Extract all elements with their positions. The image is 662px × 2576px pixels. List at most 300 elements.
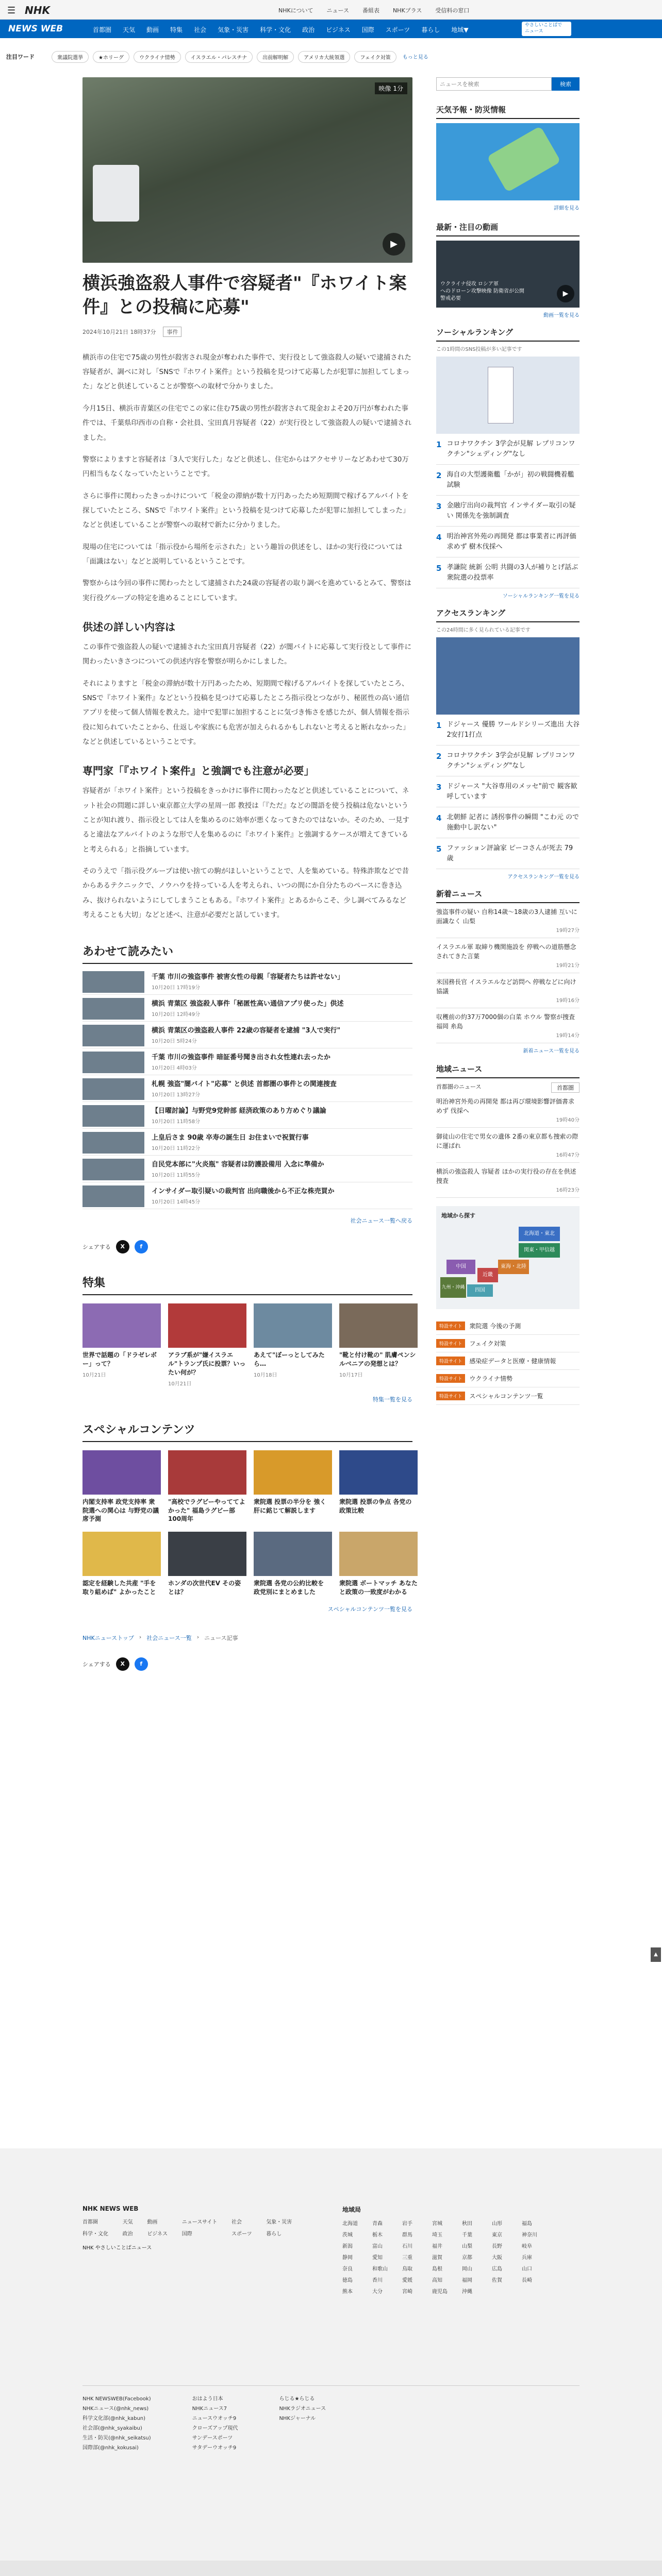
feature-card[interactable] — [168, 1303, 246, 1386]
special-cards — [82, 1450, 418, 1597]
special-card-title: 衆院選 ボートマッチ あなたと政策の一致度がわかる — [339, 1580, 418, 1596]
play-icon[interactable]: ▶ — [383, 233, 405, 256]
feature-card-image — [82, 1303, 161, 1348]
nav-item[interactable]: 天気 — [123, 26, 136, 33]
footer-region-link[interactable]: 愛媛 — [402, 2278, 412, 2283]
footer-categories — [82, 2217, 299, 2237]
nav-item[interactable]: 国際 — [361, 26, 374, 33]
feature-card-image — [254, 1303, 332, 1348]
breadcrumb: NHKニューストップ › 社会ニュース一覧 › ニュース記事 — [82, 1633, 238, 1641]
footer-region-link[interactable]: 岐阜 — [522, 2244, 532, 2249]
footer-region-link[interactable]: 大阪 — [492, 2255, 502, 2261]
footer-link[interactable]: 科学・文化 — [82, 2231, 108, 2237]
tag-chip[interactable]: 衆議院選挙 — [52, 51, 89, 63]
article-body — [82, 350, 412, 923]
footer-link[interactable]: 暮らし — [266, 2231, 282, 2237]
special-title: スペシャルコンテンツ — [82, 1421, 412, 1442]
related-item[interactable] — [82, 968, 412, 995]
footer-link[interactable]: 首都圏 — [82, 2219, 98, 2225]
related-list — [82, 968, 412, 1209]
nav-item[interactable]: スポーツ — [385, 26, 410, 33]
footer-region-link[interactable]: 北海道 — [342, 2221, 358, 2227]
footer-region-link[interactable]: 長崎 — [522, 2278, 532, 2283]
footer-sns-link[interactable]: 社会部(@nhk_syakaibu) — [82, 2426, 142, 2431]
ranking-item[interactable] — [436, 776, 580, 807]
ranking-text: ファッション評論家 ピーコさんが死去 79歳 — [446, 844, 573, 862]
ranking-item[interactable] — [436, 745, 580, 776]
share-label: シェアする — [82, 1244, 111, 1251]
local-title: 地域ニュース — [436, 1063, 580, 1078]
feature-card[interactable] — [254, 1303, 332, 1386]
nav-item[interactable]: 社会 — [194, 26, 207, 33]
footer-sns-link[interactable]: 科学文化部(@nhk_kabun) — [82, 2416, 146, 2421]
site-banner-title: 感染症データと医療・健康情報 — [469, 1358, 556, 1365]
feature-card-title: あえて"ぼーっとしてみたら… — [254, 1351, 325, 1368]
footer-region-link[interactable]: 徳島 — [342, 2278, 353, 2283]
feature-card-date: 10月21日 — [168, 1381, 192, 1387]
access-more-link[interactable]: アクセスランキング一覧を見る — [507, 874, 580, 880]
section-heading: 供述の詳しい内容は — [82, 620, 175, 633]
footer-region-link[interactable]: 和歌山 — [372, 2266, 388, 2272]
nhk-logo[interactable]: NHK — [25, 4, 50, 16]
related-thumbnail — [82, 1025, 144, 1046]
nav-item[interactable]: ビジネス — [326, 26, 351, 33]
top-link-news[interactable]: ニュース — [326, 7, 349, 14]
special-card-image — [82, 1532, 161, 1576]
news-web-brand[interactable]: NEWS WEB — [8, 24, 63, 34]
related-item-date: 10月20日 17時19分 — [152, 985, 201, 991]
related-item[interactable] — [82, 1102, 412, 1129]
region-map — [436, 1206, 580, 1309]
news-item[interactable] — [436, 973, 580, 1008]
footer-bottom — [0, 2561, 662, 2576]
footer-region-link[interactable]: 福岡 — [462, 2278, 472, 2283]
related-item-date: 10月20日 5時24分 — [152, 1039, 197, 1045]
footer-region-link[interactable]: 東京 — [492, 2232, 502, 2238]
footer-link[interactable]: ニュースサイト — [181, 2219, 218, 2225]
footer-link[interactable]: スポーツ — [231, 2231, 252, 2237]
tag-chip[interactable]: イスラエル・パレスチナ — [185, 51, 253, 63]
site-banner-title: ウクライナ情勢 — [469, 1375, 513, 1382]
related-item-title: 横浜 青葉区 強盗殺人事件「秘匿性高い通信アプリ使った」供述 — [152, 1000, 344, 1008]
weather-more-link[interactable]: 詳細を見る — [554, 206, 580, 211]
back-to-top-button[interactable]: ▲ — [651, 1947, 661, 1962]
footer-region-link[interactable]: 鹿児島 — [432, 2289, 448, 2295]
breadcrumb-item[interactable]: 社会ニュース一覧 — [146, 1634, 192, 1641]
article-paragraph: この事件で強盗殺人の疑いで逮捕された宝田真月容疑者（22）が闇バイトに応募して実行役として事件に関わったいきさつについての供述内容を警察が明らかにしました。 — [82, 642, 412, 666]
ranking-item[interactable] — [436, 838, 580, 869]
footer-link[interactable]: 政治 — [122, 2231, 133, 2237]
nav-item[interactable]: 気象・災害 — [218, 26, 249, 33]
related-item-title: 自民党本部に"火炎瓶" 容疑者は防護設備用 入念に準備か — [152, 1161, 324, 1169]
related-item[interactable] — [82, 1075, 412, 1102]
local-item[interactable] — [436, 1128, 580, 1163]
related-thumbnail — [82, 1105, 144, 1127]
tag-chip[interactable]: ウクライナ情勢 — [134, 51, 181, 63]
footer-region-title: 地域局 — [342, 2206, 361, 2213]
share-row — [82, 1240, 412, 1253]
top-link-plus[interactable]: NHKプラス — [392, 7, 422, 14]
footer-region-link[interactable]: 宮崎 — [402, 2289, 412, 2295]
special-card[interactable] — [339, 1532, 418, 1597]
tag-chip[interactable]: アメリカ大統領選 — [298, 51, 350, 63]
related-item-date: 10月20日 13時27分 — [152, 1092, 201, 1098]
tag-label: 注目ワード — [6, 54, 35, 60]
footer-link[interactable]: ビジネス — [147, 2231, 168, 2237]
local-item[interactable] — [436, 1093, 580, 1128]
related-item[interactable] — [82, 1156, 412, 1182]
ranking-item[interactable] — [436, 527, 580, 557]
news-item-time: 19時21分 — [556, 963, 580, 969]
search-input[interactable] — [436, 77, 552, 91]
article-paragraph: 横浜市の住宅で75歳の男性が殺害され現金が奪われた事件で、実行役として強盗殺人の疑いで逮捕された容疑者が、調べに対し「SNSで『ホワイト案件』という投稿を見つけて応募したが犯罪に加担してしまった」などと供述していることが警察への取材で分かりました。 — [82, 353, 411, 391]
special-card-image — [168, 1532, 246, 1576]
related-item-title: インサイダー取引疑いの裁判官 出向職後から不正な株売買か — [152, 1188, 335, 1196]
article-paragraph: 現場の住宅については「指示役から場所を示された」という趣旨の供述をし、ほかの実行役については「面識はない」などと説明しているということです。 — [82, 543, 403, 566]
site-banner[interactable] — [436, 1335, 580, 1352]
footer-region-link[interactable]: 岩手 — [402, 2221, 412, 2227]
special-card-image — [339, 1532, 418, 1576]
footer-sns-link[interactable]: NHKニュース(@nhk_news) — [82, 2406, 149, 2412]
special-more-link[interactable]: スペシャルコンテンツ一覧を見る — [327, 1605, 412, 1613]
article-paragraph: さらに事件に関わったきっかけについて「税金の滞納が数十万円あったため短期間で稼げるアルバイトを探していたところ、SNSで『ホワイト案件』という投稿を見つけて応募したが犯罪に加担してしまった」などと供述していることが警察への取材で新たに分かりました。 — [82, 492, 410, 530]
special-card-image — [254, 1450, 332, 1495]
article-paragraph: 容疑者が「ホワイト案件」という投稿をきっかけに事件に関わったなどと供述していることについて、ネット社会の問題に詳しい東京都立大学の星周一郎 教授は「『ただ』などの闇語を使う投稿は危ないということが知れ渡り、指示役としては人を集めるのに効率が悪くなってきたのではないか。そのため、一見すると違法なアルバイトのような形で人を集めるのに『ホワイト案件』と強調するケースが増えてきていると考えられる」と指摘しています。 — [82, 787, 409, 854]
related-item[interactable] — [82, 1182, 412, 1209]
nav-item[interactable]: 動画 — [146, 26, 159, 33]
region-button[interactable]: 近畿 — [477, 1268, 498, 1282]
footer-region-link[interactable]: 福井 — [432, 2244, 442, 2249]
footer-link[interactable]: 気象・災害 — [266, 2219, 292, 2225]
related-item[interactable] — [82, 1129, 412, 1156]
special-card-image — [254, 1532, 332, 1576]
footer-tv-link[interactable]: サタデーウオッチ9 — [192, 2445, 237, 2451]
category-badge[interactable]: 事件 — [163, 327, 181, 337]
search-button[interactable]: 検索 — [552, 77, 580, 91]
rank-number: 4 — [436, 814, 442, 823]
related-item-title: 【日曜討論】与野党9党幹部 経済政策のあり方めぐり議論 — [152, 1107, 326, 1115]
footer — [0, 2148, 662, 2576]
search-box — [436, 77, 580, 91]
special-card-title: "高校でラグビーやっててよかった" 福島ラグビー部 100周年 — [168, 1498, 245, 1523]
ranking-text: 明治神宮外苑の再開発 都は事業者に再評価求めず 樹木伐採へ — [446, 533, 576, 551]
special-card[interactable] — [82, 1450, 161, 1523]
footer-region-link[interactable]: 千葉 — [462, 2232, 472, 2238]
x-share-icon[interactable]: X — [116, 1657, 129, 1671]
related-thumbnail — [82, 1078, 144, 1100]
breadcrumb-item[interactable]: NHKニューストップ — [82, 1634, 134, 1641]
feature-card[interactable] — [82, 1303, 161, 1386]
footer-link[interactable]: 天気 — [122, 2219, 133, 2225]
related-item[interactable] — [82, 1048, 412, 1075]
site-banner[interactable] — [436, 1370, 580, 1387]
region-button[interactable]: 関東・甲信越 — [519, 1243, 560, 1258]
footer-tv-link[interactable]: NHKニュース7 — [192, 2406, 227, 2412]
related-item-date: 10月20日 11時58分 — [152, 1119, 201, 1125]
related-item-date: 10月20日 4時03分 — [152, 1065, 197, 1072]
facebook-share-icon[interactable]: f — [135, 1240, 148, 1253]
special-card-title: 衆院選 投票の半分を 強く肝に銘じて解説します — [254, 1498, 326, 1514]
special-card[interactable] — [254, 1532, 332, 1597]
site-banner[interactable] — [436, 1352, 580, 1370]
ranking-item[interactable] — [436, 807, 580, 838]
social-more-link[interactable]: ソーシャルランキング一覧を見る — [502, 594, 580, 599]
footer-region-link[interactable]: 山形 — [492, 2221, 502, 2227]
local-item-title: 御徒山の住宅で男女の遺体 2番の東京都も捜索の際に運ばれ — [436, 1133, 578, 1149]
nav-item[interactable]: 政治 — [302, 26, 315, 33]
footer-tv-link[interactable]: ニュースウオッチ9 — [192, 2416, 237, 2421]
footer-region-link[interactable]: 新潟 — [342, 2244, 353, 2249]
site-banner-title: フェイク対策 — [469, 1340, 506, 1347]
special-card-title: 認定を経験した共産 "手を取り組めば" よかったこと — [82, 1580, 156, 1596]
access-title: アクセスランキング — [436, 607, 580, 622]
footer-region-link[interactable]: 京都 — [462, 2255, 472, 2261]
footer-regions — [342, 2205, 580, 2295]
related-thumbnail — [82, 1159, 144, 1180]
feature-card-title: アラブ系が"嫌イスラエル"トランプ氏に投票？いったい何が？ — [168, 1351, 246, 1377]
special-card[interactable] — [254, 1450, 332, 1523]
news-item-title: 米国務長官 イスラエルなど訪問へ 停戦などに向け協議 — [436, 978, 576, 995]
related-item[interactable] — [82, 1022, 412, 1048]
footer-region-link[interactable]: 青森 — [372, 2221, 383, 2227]
local-item-time: 16時47分 — [556, 1153, 580, 1158]
news-item[interactable] — [436, 938, 580, 973]
special-card-title: 衆院選 投票の争点 各党の政策比較 — [339, 1498, 412, 1514]
special-banners — [436, 1317, 580, 1405]
footer-region-link[interactable]: 栃木 — [372, 2232, 383, 2238]
tag-list — [52, 51, 431, 63]
access-top-image[interactable] — [436, 637, 580, 715]
share-row-bottom — [82, 1657, 412, 1671]
ranking-item[interactable] — [436, 715, 580, 745]
nav-item[interactable]: 首都圏 — [93, 26, 112, 33]
footer-region-link[interactable]: 秋田 — [462, 2221, 472, 2227]
footer-region-link[interactable]: 群馬 — [402, 2232, 412, 2238]
feature-card-date: 10月21日 — [82, 1372, 106, 1379]
nav-item[interactable]: 特集 — [170, 26, 183, 33]
local-item-time: 16時23分 — [556, 1188, 580, 1193]
rank-number: 2 — [436, 752, 442, 761]
footer-region-link[interactable]: 宮城 — [432, 2221, 442, 2227]
footer-sns-link[interactable]: 国際部(@nhk_kokusai) — [82, 2445, 139, 2451]
feature-card-image — [339, 1303, 418, 1348]
article-paragraph: 今月15日、横浜市青葉区の住宅でこの家に住む75歳の男性が殺害されて現金およそ20万円が奪われた事件では、千葉県印西市の自称・会社員、宝田真月容疑者（22）が実行役として強盗殺人の疑いで逮捕されました。 — [82, 404, 412, 442]
site-banner-title: 衆院選 今後の予測 — [469, 1323, 521, 1330]
tag-chip[interactable]: フェイク対策 — [354, 51, 396, 63]
local-item-title: 明治神宮外苑の再開発 都は再び環境影響評価書求めず 伐採へ — [436, 1098, 574, 1114]
footer-tv-list — [192, 2394, 238, 2453]
top-link-about[interactable]: NHKについて — [278, 7, 313, 14]
region-button[interactable]: 北海道・東北 — [519, 1227, 560, 1241]
ranking-item[interactable] — [436, 434, 580, 465]
site-banner[interactable] — [436, 1387, 580, 1405]
footer-region-link[interactable]: 神奈川 — [522, 2232, 537, 2238]
special-card-title: 衆院選 各党の公約比較を 政党別にまとめました — [254, 1580, 324, 1596]
news-item-time: 19時27分 — [556, 928, 580, 934]
footer-region-link[interactable]: 兵庫 — [522, 2255, 532, 2261]
footer-region-link[interactable]: 鳥取 — [402, 2266, 412, 2272]
related-item-date: 10月20日 11時55分 — [152, 1173, 201, 1179]
region-button[interactable]: 四国 — [467, 1284, 493, 1297]
footer-link[interactable]: 社会 — [231, 2219, 242, 2225]
feature-card-image — [168, 1303, 246, 1348]
local-item-title: 横浜の強盗殺人 容疑者 ほかの実行役の存在を供述 捜査 — [436, 1168, 576, 1184]
nav-item[interactable]: 科学・文化 — [260, 26, 291, 33]
video-title: 最新・注目の動画 — [436, 222, 580, 236]
nav-item[interactable]: 暮らし — [421, 26, 440, 33]
footer-region-link[interactable]: 山口 — [522, 2266, 532, 2272]
special-card[interactable] — [168, 1532, 246, 1597]
rank-number: 3 — [436, 502, 442, 511]
related-item-title: 札幌 強盗"闇バイト"応募" と供述 首都圏の事件との関連捜査 — [152, 1080, 337, 1089]
tag-chip[interactable]: 出前解明解 — [257, 51, 294, 63]
region-button[interactable]: 東海・北陸 — [498, 1260, 529, 1274]
article-video[interactable] — [82, 77, 412, 263]
easy-news-button[interactable]: やさしいことばで ニュース — [522, 22, 571, 36]
tag-chip[interactable]: ★ホリーグ — [93, 51, 129, 63]
footer-region-link[interactable]: 広島 — [492, 2266, 502, 2272]
special-card[interactable] — [82, 1532, 161, 1597]
nav-items — [93, 25, 469, 34]
footer-radio-list — [279, 2394, 326, 2453]
related-more-link[interactable]: 社会ニュース一覧へ戻る — [350, 1217, 412, 1225]
news-item-time: 19時16分 — [556, 998, 580, 1004]
local-tab[interactable]: 首都圏のニュース — [436, 1083, 482, 1090]
footer-region-link[interactable]: 三重 — [402, 2255, 412, 2261]
weather-section — [436, 104, 580, 211]
footer-tv-link[interactable]: サンデースポーツ — [192, 2435, 233, 2441]
weather-map[interactable] — [436, 123, 580, 200]
ranking-item[interactable] — [436, 465, 580, 496]
footer-region-link[interactable]: 熊本 — [342, 2289, 353, 2295]
local-news — [436, 1063, 580, 1198]
feature-card-title: "靴と付け靴の" 肌膚ペンシルベニアの発想とは？ — [339, 1351, 416, 1368]
top-link-fee[interactable]: 受信料の窓口 — [435, 7, 470, 14]
special-card-title: ホンダの次世代EV その姿とは？ — [168, 1580, 241, 1596]
related-title: あわせて読みたい — [82, 943, 412, 964]
article — [82, 77, 418, 1671]
related-thumbnail — [82, 1185, 144, 1207]
breadcrumb-item: ニュース記事 — [204, 1634, 238, 1641]
feature-card-date: 10月17日 — [339, 1372, 363, 1379]
footer-region-link[interactable]: 福島 — [522, 2221, 532, 2227]
region-select[interactable]: 首都圏 — [551, 1082, 580, 1093]
sidebar — [436, 77, 580, 1405]
footer-region-link[interactable]: 茨城 — [342, 2232, 353, 2238]
footer-region-link[interactable]: 島根 — [432, 2266, 442, 2272]
footer-region-link[interactable]: 静岡 — [342, 2255, 353, 2261]
ranking-text: 北朝鮮 記者に 誘拐事件の瞬間 "こわ元 ので施動中し訳ない" — [446, 814, 579, 832]
related-item-title: 千葉 市川の強盗事件 被害女性の母親「容疑者たちは許せない」 — [152, 973, 344, 981]
menu-icon[interactable]: ☰ — [7, 5, 16, 16]
region-button[interactable]: 九州・沖縄 — [440, 1277, 466, 1298]
related-thumbnail — [82, 971, 144, 993]
social-top-image[interactable] — [436, 357, 580, 434]
footer-region-link[interactable]: 長野 — [492, 2244, 502, 2249]
site-banner-tag: 特設サイト — [436, 1374, 465, 1383]
footer-region-link[interactable]: 香川 — [372, 2278, 383, 2283]
featured-video[interactable] — [436, 241, 580, 308]
footer-region-link[interactable]: 高知 — [432, 2278, 442, 2283]
nav-item[interactable]: 地域▼ — [451, 26, 469, 33]
site-banner-tag: 特設サイト — [436, 1392, 465, 1400]
ranking-item[interactable] — [436, 496, 580, 527]
video-still-vehicle — [93, 165, 139, 222]
share-label: シェアする — [82, 1660, 111, 1668]
footer-region-link[interactable]: 富山 — [372, 2244, 383, 2249]
weather-title: 天気予報・防災情報 — [436, 104, 580, 119]
footer-region-link[interactable]: 佐賀 — [492, 2278, 502, 2283]
article-paragraph: それによりますと「税金の滞納が数十万円あったため、短期間で稼げるアルバイトを探していたところ、SNSで『ホワイト案件』などという投稿を見つけて応募したところ指示役とつながり、秘匿性の高い通信アプリを使って個人情報を教えた。途中で犯罪に加担することに気づき怖さを感じたが、個人情報を指示役に知られていたことから、仕返しや家族にも危害が加えられるかもしれないと考えると断れなかった」などと供述しているということです。 — [82, 679, 410, 746]
japan-map-shape — [487, 126, 561, 192]
rank-number: 3 — [436, 783, 442, 792]
footer-radio-link[interactable]: らじる★らじる — [279, 2396, 315, 2402]
footer-radio-link[interactable]: NHKジャーナル — [279, 2416, 316, 2421]
footer-radio-link[interactable]: NHKラジオニュース — [279, 2406, 326, 2412]
footer-links — [82, 2205, 299, 2251]
related-section — [82, 943, 412, 1225]
footer-tv-link[interactable]: クローズアップ現代 — [192, 2426, 238, 2431]
ranking-text: 孝謙院 統新 公明 共闘の3人が補りとげ話ぶ 衆院選の投票率 — [446, 564, 578, 582]
related-thumbnail — [82, 1132, 144, 1154]
ranking-item[interactable] — [436, 557, 580, 588]
footer-sns-link[interactable]: NHK NEWSWEB(Facebook) — [82, 2396, 151, 2402]
ranking-text: 海自の大型護衛艦「かが」初の戦闘機着艦試験 — [446, 471, 574, 489]
x-share-icon[interactable]: X — [116, 1240, 129, 1253]
feature-card[interactable] — [339, 1303, 418, 1386]
footer-region-link[interactable]: 奈良 — [342, 2266, 353, 2272]
footer-region-link[interactable]: 石川 — [402, 2244, 412, 2249]
feature-more-link[interactable]: 特集一覧を見る — [373, 1396, 412, 1403]
access-subtitle: この24時間に多く見られている記事です — [436, 628, 531, 633]
facebook-share-icon[interactable]: f — [135, 1657, 148, 1671]
site-banner[interactable] — [436, 1317, 580, 1335]
related-item[interactable] — [82, 995, 412, 1022]
footer-region-link[interactable]: 岡山 — [462, 2266, 472, 2272]
top-link-schedule[interactable]: 番組表 — [362, 7, 379, 14]
footer-region-link[interactable]: 大分 — [372, 2289, 383, 2295]
video-duration-badge: 映像 1分 — [375, 82, 407, 94]
footer-region-link[interactable]: 山梨 — [462, 2244, 472, 2249]
local-item[interactable] — [436, 1163, 580, 1198]
footer-region-link[interactable]: 沖縄 — [462, 2289, 472, 2295]
video-more-link[interactable]: 動画一覧を見る — [543, 313, 580, 318]
play-icon[interactable]: ▶ — [557, 285, 574, 302]
footer-link[interactable]: 動画 — [147, 2219, 158, 2225]
related-item-title: 上皇后さま 90歳 卒寿の誕生日 お住まいで祝賀行事 — [152, 1134, 309, 1142]
footer-easy-news-link[interactable]: NHK やさしいことばニュース — [82, 2245, 152, 2251]
special-card[interactable] — [168, 1450, 246, 1523]
footer-region-link[interactable]: 埼玉 — [432, 2232, 442, 2238]
tag-more-link[interactable]: もっと見る — [402, 55, 428, 60]
news-item[interactable] — [436, 1008, 580, 1043]
rank-number: 2 — [436, 471, 442, 480]
video-section — [436, 222, 580, 318]
special-card[interactable] — [339, 1450, 418, 1523]
feature-cards — [82, 1303, 416, 1387]
news-item[interactable] — [436, 903, 580, 938]
news-more-link[interactable]: 新着ニュース一覧を見る — [523, 1048, 580, 1054]
footer-tv-link[interactable]: おはよう日本 — [192, 2396, 223, 2402]
ranking-text: コロナワクチン 3学会が見解 レプリコンワクチン"シェディング"なし — [446, 440, 575, 458]
related-thumbnail — [82, 998, 144, 1020]
region-button[interactable]: 中国 — [446, 1260, 475, 1274]
footer-link[interactable]: 国際 — [181, 2231, 192, 2237]
footer-region-link[interactable]: 滋賀 — [432, 2255, 442, 2261]
footer-region-link[interactable]: 愛知 — [372, 2255, 383, 2261]
footer-sns-link[interactable]: 生活・防災(@nhk_seikatsu) — [82, 2435, 151, 2441]
social-subtitle: この1時間のSNS投稿が多い記事です — [436, 347, 522, 352]
